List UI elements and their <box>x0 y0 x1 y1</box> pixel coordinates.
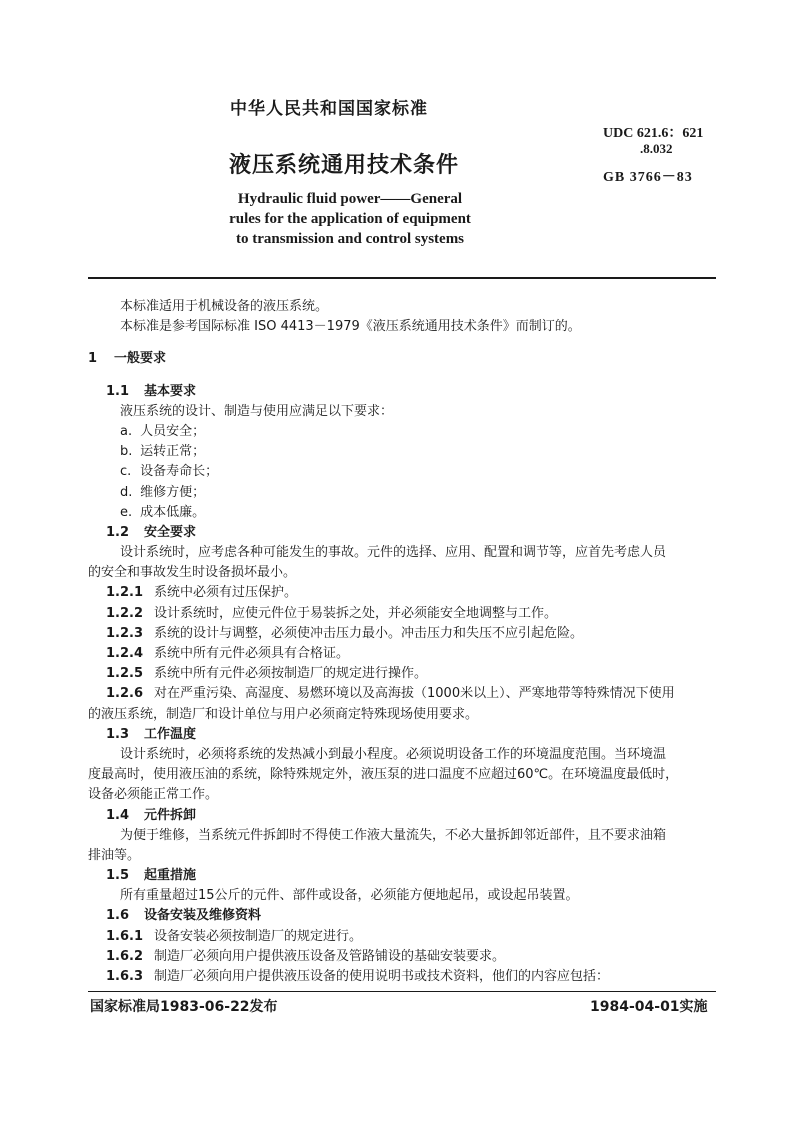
paragraph-line: 的液压系统，制造厂和设计单位与用户必须商定特殊现场使用要求。 <box>88 706 479 722</box>
clause-number: 1.6.1 <box>106 928 144 944</box>
gb-code: GB 3766－83 <box>603 170 693 185</box>
english-title-line: to transmission and control systems <box>235 231 465 247</box>
clause <box>88 604 716 624</box>
subsection-title: 工作温度 <box>144 726 197 742</box>
clause-text: 制造厂必须向用户提供液压设备的使用说明书或技术资料，他们的内容应包括： <box>154 969 610 984</box>
list-text: 人员安全； <box>140 423 206 439</box>
list-marker: a. <box>120 423 133 439</box>
subsection-title: 安全要求 <box>144 524 197 540</box>
document-title-english <box>205 189 495 249</box>
subsection-1-3-heading <box>88 725 716 745</box>
subsection-number: 1.5 <box>106 868 130 884</box>
clause <box>88 583 716 603</box>
clause-text: 对在严重污染、高湿度、易燃环境以及高海拔（1000米以上）、严寒地带等特殊情况下使用 <box>154 686 675 702</box>
subsection-1-4-heading <box>88 806 716 826</box>
subsection-1-6-heading <box>88 906 716 926</box>
clause <box>88 967 716 987</box>
clause-text: 设备安装必须按制造厂的规定进行。 <box>154 928 363 944</box>
subsection-number: 1.6 <box>106 908 130 924</box>
paragraph-line: 设计系统时，必须将系统的发热减小到最小程度。必须说明设备工作的环境温度范围。当环境温 <box>120 746 667 762</box>
clause-text: 系统中所有元件必须按制造厂的规定进行操作。 <box>154 666 428 682</box>
paragraph-line: 设计系统时，应考虑各种可能发生的事故。元件的选择、应用、配置和调节等，应首先考虑人员 <box>120 545 667 561</box>
paragraph-line: 度最高时，使用液压油的系统，除特殊规定外，液压泵的进口温度不应超过60℃。在环境温度最低时， <box>88 767 679 783</box>
list-text: 维修方便； <box>140 484 206 500</box>
list-item <box>88 483 716 503</box>
document-title: 液压系统通用技术条件 <box>229 153 460 178</box>
clause <box>88 624 716 644</box>
list-text: 成本低廉。 <box>140 504 206 520</box>
section-title: 一般要求 <box>114 351 167 367</box>
udc-code-line2: .8.032 <box>640 141 673 156</box>
paragraph-line: 的安全和事故发生时设备损坏最小。 <box>88 565 297 581</box>
list-text: 运转正常； <box>140 444 206 460</box>
clause-number: 1.6.2 <box>106 948 144 964</box>
udc-code-line1: UDC 621.6：621 <box>603 126 704 141</box>
clause-number: 1.6.3 <box>106 969 144 984</box>
subsection-title: 基本要求 <box>144 383 197 399</box>
document-body <box>88 297 716 987</box>
clause <box>88 927 716 947</box>
clause-text: 系统中所有元件必须具有合格证。 <box>154 646 350 661</box>
subsection-number: 1.3 <box>106 726 130 742</box>
list-marker: d. <box>120 484 133 500</box>
clause-number: 1.2.1 <box>106 585 144 601</box>
subsection-1-5-heading <box>88 866 716 886</box>
intro-line: 本标准是参考国际标准 ISO 4413－1979《液压系统通用技术条件》而制订的。 <box>120 319 581 335</box>
subsection-1-1-heading <box>88 382 716 402</box>
subsection-1-2-heading <box>88 523 716 543</box>
list-marker: c. <box>120 464 132 480</box>
paragraph-line: 所有重量超过15公斤的元件、部件或设备，必须能方便地起吊，或设起吊装置。 <box>120 888 579 904</box>
clause-number: 1.2.5 <box>106 666 144 682</box>
section-1-heading <box>88 349 716 369</box>
paragraph-line: 为便于维修，当系统元件拆卸时不得使工作液大量流失，不必大量拆卸邻近部件，且不要求油箱 <box>120 827 667 843</box>
issue-date: 国家标准局1983-06-22发布 <box>90 999 278 1015</box>
paragraph-line: 液压系统的设计、制造与使用应满足以下要求： <box>120 403 394 419</box>
subsection-title: 起重措施 <box>144 868 197 884</box>
header-divider <box>88 277 716 279</box>
national-standard-label: 中华人民共和国国家标准 <box>230 99 428 119</box>
list-item <box>88 442 716 462</box>
list-item <box>88 503 716 523</box>
english-title-line: rules for the application of equipment <box>229 211 471 227</box>
clause-text: 设计系统时，应使元件位于易装拆之处，并必须能安全地调整与工作。 <box>154 605 558 621</box>
subsection-title: 元件拆卸 <box>144 807 197 823</box>
clause <box>88 644 716 664</box>
list-marker: b. <box>120 444 133 460</box>
paragraph-line: 排油等。 <box>88 847 141 863</box>
subsection-number: 1.1 <box>106 383 130 399</box>
section-number: 1 <box>88 351 98 367</box>
clause-number: 1.2.4 <box>106 646 144 661</box>
footer-divider <box>88 991 716 992</box>
subsection-number: 1.4 <box>106 807 130 823</box>
clause-text: 系统的设计与调整，必须使冲击压力最小。冲击压力和失压不应引起危险。 <box>154 625 584 641</box>
english-title-line: Hydraulic fluid power——General <box>237 191 463 207</box>
clause <box>88 664 716 684</box>
subsection-number: 1.2 <box>106 524 130 540</box>
clause-number: 1.2.6 <box>106 686 144 702</box>
list-item <box>88 462 716 482</box>
effective-date: 1984-04-01实施 <box>590 999 708 1015</box>
clause <box>88 684 716 704</box>
intro-line: 本标准适用于机械设备的液压系统。 <box>120 299 329 314</box>
list-item <box>88 422 716 442</box>
clause-text: 系统中必须有过压保护。 <box>154 585 298 601</box>
clause <box>88 947 716 967</box>
subsection-title: 设备安装及维修资料 <box>144 908 262 924</box>
clause-number: 1.2.3 <box>106 625 144 641</box>
list-text: 设备寿命长； <box>140 464 219 480</box>
clause-text: 制造厂必须向用户提供液压设备及管路铺设的基础安装要求。 <box>154 948 506 964</box>
paragraph-line: 设备必须能正常工作。 <box>88 787 219 803</box>
list-marker: e. <box>120 504 133 520</box>
clause-number: 1.2.2 <box>106 605 144 621</box>
